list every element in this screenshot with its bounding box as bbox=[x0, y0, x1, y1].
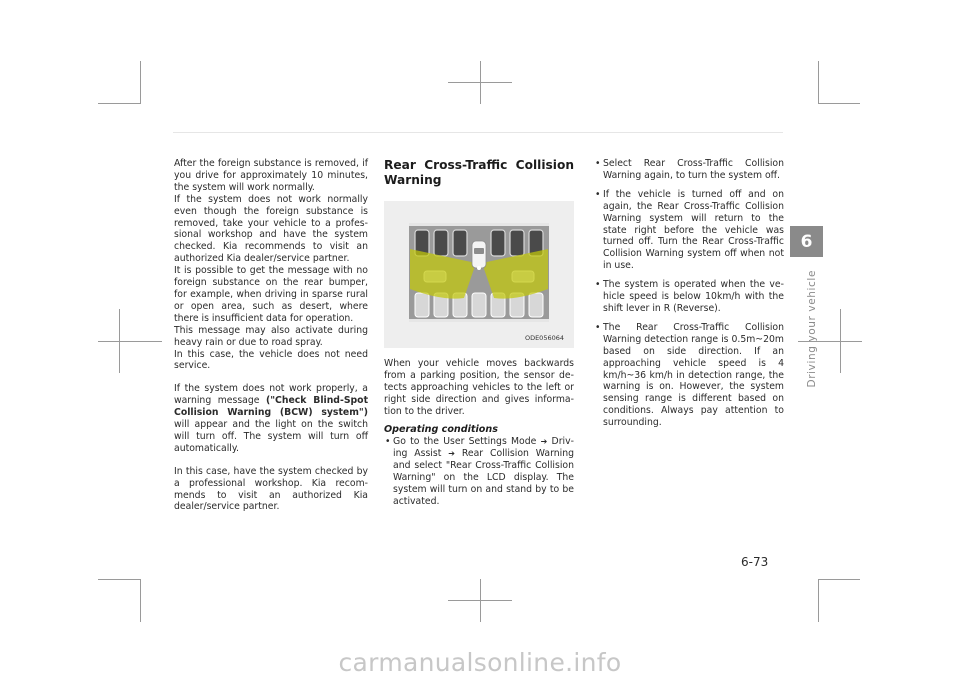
text-run: will appear and the light on the switch will turn off. The system will turn off automatically. bbox=[174, 419, 368, 454]
crop-mark bbox=[98, 579, 140, 580]
section-heading: Rear Cross-Traffic Collision Warning bbox=[384, 158, 574, 187]
paragraph: In this case, have the system checked by a professional workshop. Kia recommends to visit an authorized Kia dealer/service partner. bbox=[174, 465, 368, 513]
crop-mark bbox=[818, 579, 860, 580]
subheading: Operating conditions bbox=[384, 423, 498, 435]
own-vehicle bbox=[472, 241, 486, 268]
watermark: carmanualsonline.info bbox=[338, 648, 622, 677]
arrow-icon: ➔ bbox=[540, 437, 548, 447]
parked-cars-bottom bbox=[415, 293, 543, 317]
arrow-icon: ➔ bbox=[448, 449, 455, 459]
list-item: • If the vehicle is turned off and on again, the Rear Cross-Traffic Collision Warning system will return to the state right before the vehicle was turned off. Turn the Rear Cross-Traffic Collision Warning system off when not in use. bbox=[594, 189, 784, 272]
paragraph bbox=[174, 383, 368, 454]
list-item: • The system is operated when the vehicle speed is below 10km/h with the shift lever in R (Reverse). bbox=[594, 279, 784, 315]
crop-mark bbox=[818, 579, 819, 622]
crop-mark bbox=[140, 579, 141, 622]
text-run: Rear Collision Warning and select "Rear Cross-Traffic Collision Warning" on the LCD display. The system will turn on and stand by to be activated. bbox=[393, 448, 575, 507]
paragraph: After the foreign substance is removed, if you drive for approximately 10 minutes, the system will work normally. bbox=[174, 158, 368, 193]
text-run: If the system does not work properly, a warning message bbox=[174, 383, 368, 407]
list-item bbox=[384, 436, 574, 507]
registration-mark bbox=[448, 600, 512, 601]
text-run: Go to the User Settings Mode bbox=[393, 436, 541, 448]
figure-code: ODE056064 bbox=[524, 334, 564, 343]
header-rule bbox=[173, 132, 783, 133]
paragraph: When your vehicle moves backwards from a parking position, the sensor detects approaching vehicles to the left or right side direction and gives information to the driver. bbox=[384, 358, 574, 417]
paragraph: This message may also activate during heavy rain or due to road spray. bbox=[174, 324, 368, 348]
crop-mark bbox=[818, 103, 860, 104]
paragraph: If the system does not work normally even though the foreign substance is removed, take your vehicle to a professional workshop and have the system checked. Kia recommends to visit an authorized Kia dealer/service partner. bbox=[174, 193, 368, 265]
text-run: Driving Assist bbox=[393, 436, 574, 460]
column-3 bbox=[594, 158, 784, 436]
bullet-list bbox=[384, 436, 574, 507]
registration-mark bbox=[840, 309, 841, 373]
crop-mark bbox=[818, 61, 819, 104]
crop-mark bbox=[140, 61, 141, 104]
parking-lot-diagram bbox=[384, 201, 574, 348]
chapter-title: Driving your vehicle bbox=[806, 270, 818, 388]
rcca-illustration bbox=[384, 201, 574, 348]
paragraph: It is possible to get the message with no foreign substance on the rear bumper, for example, when driving in sparse rural or open area, such as desert, where there is insufficient data for operation. bbox=[174, 265, 368, 324]
chapter-tab: 6 bbox=[790, 226, 823, 257]
list-item: • Select Rear Cross-Traffic Collision Warning again, to turn the system off. bbox=[594, 158, 784, 182]
crop-mark bbox=[98, 103, 140, 104]
column-2 bbox=[384, 158, 574, 515]
column-1 bbox=[174, 158, 368, 513]
list-item: • The Rear Cross-Traffic Collision Warning detection range is 0.5m~20m based on side direction. If an approaching vehicle speed is 4 km/h~36 km/h in detection range, the warning is on. However, the system sensing range is different based on conditions. Always pay attention to surrounding. bbox=[594, 322, 784, 429]
registration-mark bbox=[448, 82, 512, 83]
page-number: 6-73 bbox=[741, 555, 769, 569]
bullet-list bbox=[594, 158, 784, 429]
registration-mark bbox=[119, 309, 120, 373]
warning-message: ("Check Blind-Spot Collision Warning (BCW) system") bbox=[174, 395, 369, 419]
paragraph: In this case, the vehicle does not need service. bbox=[174, 348, 368, 372]
registration-mark bbox=[98, 341, 162, 342]
